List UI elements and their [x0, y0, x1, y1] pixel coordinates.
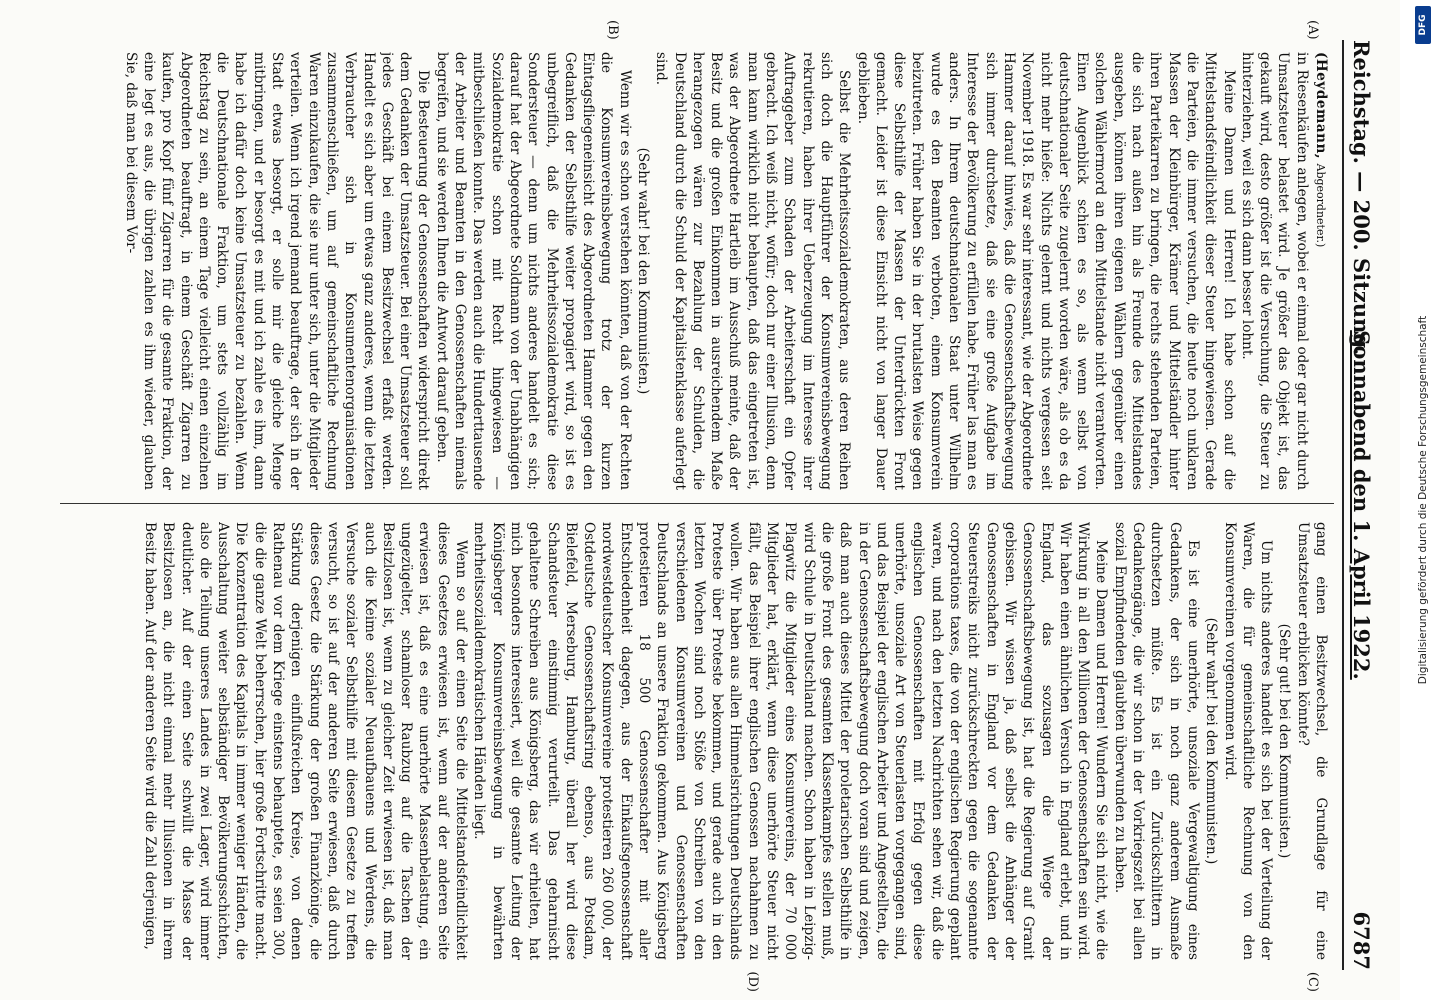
speaker-line — [1311, 52, 1330, 490]
dfg-logo — [1415, 6, 1431, 44]
paragraph: Die Besteuerung der Genossenschaften widerspricht direkt dem Gedanken der Umsatzsteuer. Bei einer Umsatzsteuer soll jedes Geschäft bei einem Besitzwechsel erfaßt werden. Handelt es sich aber um etwas ganz anderes, wenn die letzten Verbraucher sich in Konsumentenorganisationen zusammenschließen, um auf gemeinschaftliche Rechnung Waren einzukaufen, die sie nur unter sich, unter die Mitglieder verteilen. Wenn ich irgend jemand beauftrage, der sich in der Stadt etwas besorgt, er solle mir die gleiche Menge mitbringen, und er besorgt es mit und ich zahle es ihm, dann habe ich dafür doch keine Umsatzsteuer zu bezahlen. Wenn die Deutschnationale Fraktion, um stets vollzählig im Reichstag zu sein, an einem Tage vielleicht einen einzelnen Abgeordneten beauftragt, in einem Geschäft Zigarren zu kaufen, pro Kopf fünf Zigarren für die gesamte Fraktion, der eine legt es aus, die übrigen zahlen es ihm wieder, glauben Sie, daß man bei diesem Vor- — [122, 52, 432, 490]
paragraph: Wenn so auf der einen Seite die Mittelstandsfeindlichkeit dieses Gesetzes erwiesen ist, wenn auf der anderen Seite erwiesen ist, daß es eine unerhörte Massenbelastung, ein ungezügelter, schamloser Raubzug auf die Taschen der Besitzlosen ist, wenn zu gleicher Zeit erwiesen ist, daß man auch die Keime sozialer Neuaufbauens und Werdens, die Versuche sozialer Selbsthilfe mit diesem Gesetze zu treffen versucht, so ist auf der anderen Seite erwiesen, daß durch dieses Gesetz die Stärkung der großen Finanzkönige, die Stärkung derjenigen einflußreichen Kreise, von denen Rathenau vor dem Kriege einstens behauptete, es seien 300, die die ganze Welt beherrschen, hier große Fortschritte macht. Die Konzentration des Kapitals in immer weniger Händen, die Ausschaltung weiter selbständiger Bevölkerungsschichten, also die Teilung unseres Landes in zwei Lager, wird immer deutlicher. Auf der einen Seite schwillt die Masse der Besitzlosen an, die nicht einmal mehr Illusionen in ihrem Besitz haben. Auf der anderen Seite wird die Zahl derjenigen, — [142, 522, 470, 960]
header-page-number: 6787 — [1349, 911, 1374, 970]
interjection: (Sehr wahr! bei den Kommunisten.) — [635, 147, 652, 395]
margin-marker-c: (C) — [1305, 971, 1320, 992]
digitization-credit: Digitalisierung gefördert durch die Deutsche Forschungsgemeinschaft — [1417, 315, 1429, 685]
paragraph: Selbst die Mehrheitssozialdemokraten, aus deren Reihen sich doch die Hauptführer der Konsumvereinsbewegung rekrutieren, haben ihrer Ueberzeugung im Interesse ihrer Auftraggeber zum Schaden der Arbeiterschaft ein Opfer gebracht. Ich weiß nicht, wofür; doch nur einer Illusion, denn man kann wirklich nicht behaupten, daß das eingetreten ist, was der Abgeordnete Hartleib im Ausschuß meinte, daß der Besitz und die großen Einkommen in ausreichendem Maße herangezogen wären zur Bezahlung der Schulden, die Deutschland durch die Schuld der Kapitalistenklasse auferlegt sind. — [653, 52, 853, 490]
digitization-credit-strip — [1412, 0, 1434, 1000]
margin-marker-a: (A) — [1305, 20, 1320, 40]
left-text-column — [60, 52, 1330, 490]
speaker-name: (Heydemann, — [1313, 52, 1329, 160]
paragraph: Meine Damen und Herren! Wundern Sie sich nicht, wie die Wirkung in all den Millionen der Genossenschaften sein wird. Wir haben einen ähnlichen Versuch in England erlebt, und in England, das sozusagen die Wiege der Genossenschaftsbewegung ist, hat die Regierung auf Granit gebissen. Wir wissen ja, daß selbst die Anhänger der Genossenschaften in England vor dem Gedanken der Steuerstreiks nicht zurückschreckten gegen die sogenannte corporations taxes, die von der englischen Regierung geplant waren, und nach den letzten Nachrichten sehen wir, daß die englischen Genossenschaften mit Erfolg gegen diese unerhörte, unsoziale Art von Steuerlasten vorgegangen sind, und das Beispiel der englischen Arbeiter und Angestellten, die in der Genossenschaftsbewegung doch voran sind und zeigen, daß man auch dieses Mittel der proletarischen Selbsthilfe in die große Front des gesamten Klassenkampfes stellen muß, wird Schule in Deutschland machen. Schon haben in Leipzig-Plagwitz die Mitglieder eines Konsumvereins, der 70 000 Mitglieder hat, erklärt, wenn diese unerhörte Steuer nicht fällt, das Beispiel ihrer englischen Genossen nachahmen zu wollen. Wir haben aus allen Himmelsrichtungen Deutschlands Proteste über Proteste bekommen, und gerade auch in den letzten Wochen sind noch Stöße von Schreiben von den verschiedenen Konsumvereinen und Genossenschaften Deutschlands an unsere Fraktion gekommen. Aus Königsberg protestieren 18 500 Genossenschafter mit aller Entschiedenheit dagegen, aus der Einkaufsgenossenschaft nordwestdeutscher Konsumvereine protestieren 260 000, der Ostdeutsche Genossenschaftsring ebenso, aus Potsdam, Bielefeld, Merseburg, Hamburg, überall her wird diese Schandsteuer einstimmig verurteilt. Das geharnischt gehaltene Schreiben aus Königsberg, das wir erhielten, hat mich besonders interessiert, weil die gesamte Leitung der Königsberger Konsumvereinsbewegung in bewährten mehrheitssozialdemokratischen Händen liegt. — [471, 522, 1110, 960]
column-divider — [60, 503, 1334, 504]
header-date: Sonnabend den 1. April 1922. — [1349, 330, 1374, 680]
margin-marker-b: (B) — [605, 20, 620, 40]
dfg-logo-text: DFG — [1418, 14, 1428, 36]
paragraph: Es ist eine unerhörte, unsoziale Vergewaltigung eines Gedankens, der sich in noch ganz anderem Ausmaße durchsetzen müßte. Es ist ein Zurückschlittern in Gedankengänge, die wir schon in der Vorkriegszeit bei allen sozial Empfindenden glaubten überwunden zu haben. — [1111, 522, 1201, 960]
paragraph: Wenn wir es schon verstehen könnten, daß von der Rechten die Konsumvereinsbewegung trotz der kurzen Eintagsfliegeneinsicht des Abgeordneten Hammer gegen den Gedanken der Selbsthilfe weiter propagiert wird, so ist es unbegreiflich, daß die Mehrheitssozialdemokratie diese Sondersteuer — denn um nichts anderes handelt es sich; darauf hat der Abgeordnete Soldmann von der Unabhängigen Sozialdemokratie schon mit Recht hingewiesen — mitbeschließen konnte. Das werden auch die Hunderttausende der Arbeiter und Beamten in den Genossenschaften niemals begreifen, und sie werden Ihnen die Antwort darauf geben. — [433, 52, 633, 490]
paragraph: in Riesenkäufen anlegen, wobei er einmal oder gar nicht durch Umsatzsteuer belastet wird. Je größer das Objekt ist, das gekauft wird, desto größer ist die Versuchung, die Steuer zu hinterziehen, weil es sich dann besser lohnt. — [1238, 52, 1310, 490]
right-text-column — [60, 522, 1330, 960]
paragraph: gang einen Besitzwechsel, die Grundlage für eine Umsatzsteuer erblicken könnte? — [1294, 522, 1329, 960]
interjection: (Sehr wahr! bei den Kommunisten.) — [1203, 617, 1220, 865]
speaker-role: Abgeordneter.) — [1314, 163, 1327, 248]
page-header — [1342, 40, 1378, 970]
header-session: Reichstag. — 200. Sitzung. — [1349, 40, 1374, 356]
margin-marker-d: (D) — [745, 971, 760, 992]
paragraph: Meine Damen und Herren! Ich habe schon auf die Mittelstandsfeindlichkeit dieser Steuer hingewiesen. Gerade die Parteien, die immer versuchen, die heute noch unklaren Massen der Kleinbürger, Krämer und Mittelständler hinter ihren Parteikarren zu bringen, die rechts stehenden Parteien, die sich nach außen hin als Freunde des Mittelstandes ausgeben, können ihren eigenen Wählern gegenüber einen solchen Wählermord an dem Mittelstande nicht verantworten. Einen Augenblick schien es so, als wenn selbst von deutschnationaler Seite zugelernt worden wäre, als ob es da nicht mehr hieße: Nichts gelernt und nichts vergessen seit November 1918. Es war sehr interessant, wie der Abgeordnete Hammer darauf hinwies, daß die Genossenschaftsbewegung sich immer durchsetze, daß sie eine große Aufgabe im Interesse der Bevölkerung zu erfüllen habe. Früher las man es anders. In Ihrem deutschnationalen Staat unter Wilhelm wurde es den Beamten verboten, einem Konsumverein beizutreten. Früher haben Sie in der brutalsten Weise gegen diese Selbsthilfe der Massen der Unterdrückten Front gemacht. Leider ist diese Einsicht nicht von langer Dauer geblieben. — [854, 52, 1237, 490]
interjection: (Sehr gut! bei den Kommunisten.) — [1276, 623, 1293, 859]
paragraph: Um nichts anderes handelt es sich bei der Verteilung der Waren, die für gemeinschaftliche Rechnung von den Konsumvereinen vorgenommen wird. — [1221, 522, 1275, 960]
